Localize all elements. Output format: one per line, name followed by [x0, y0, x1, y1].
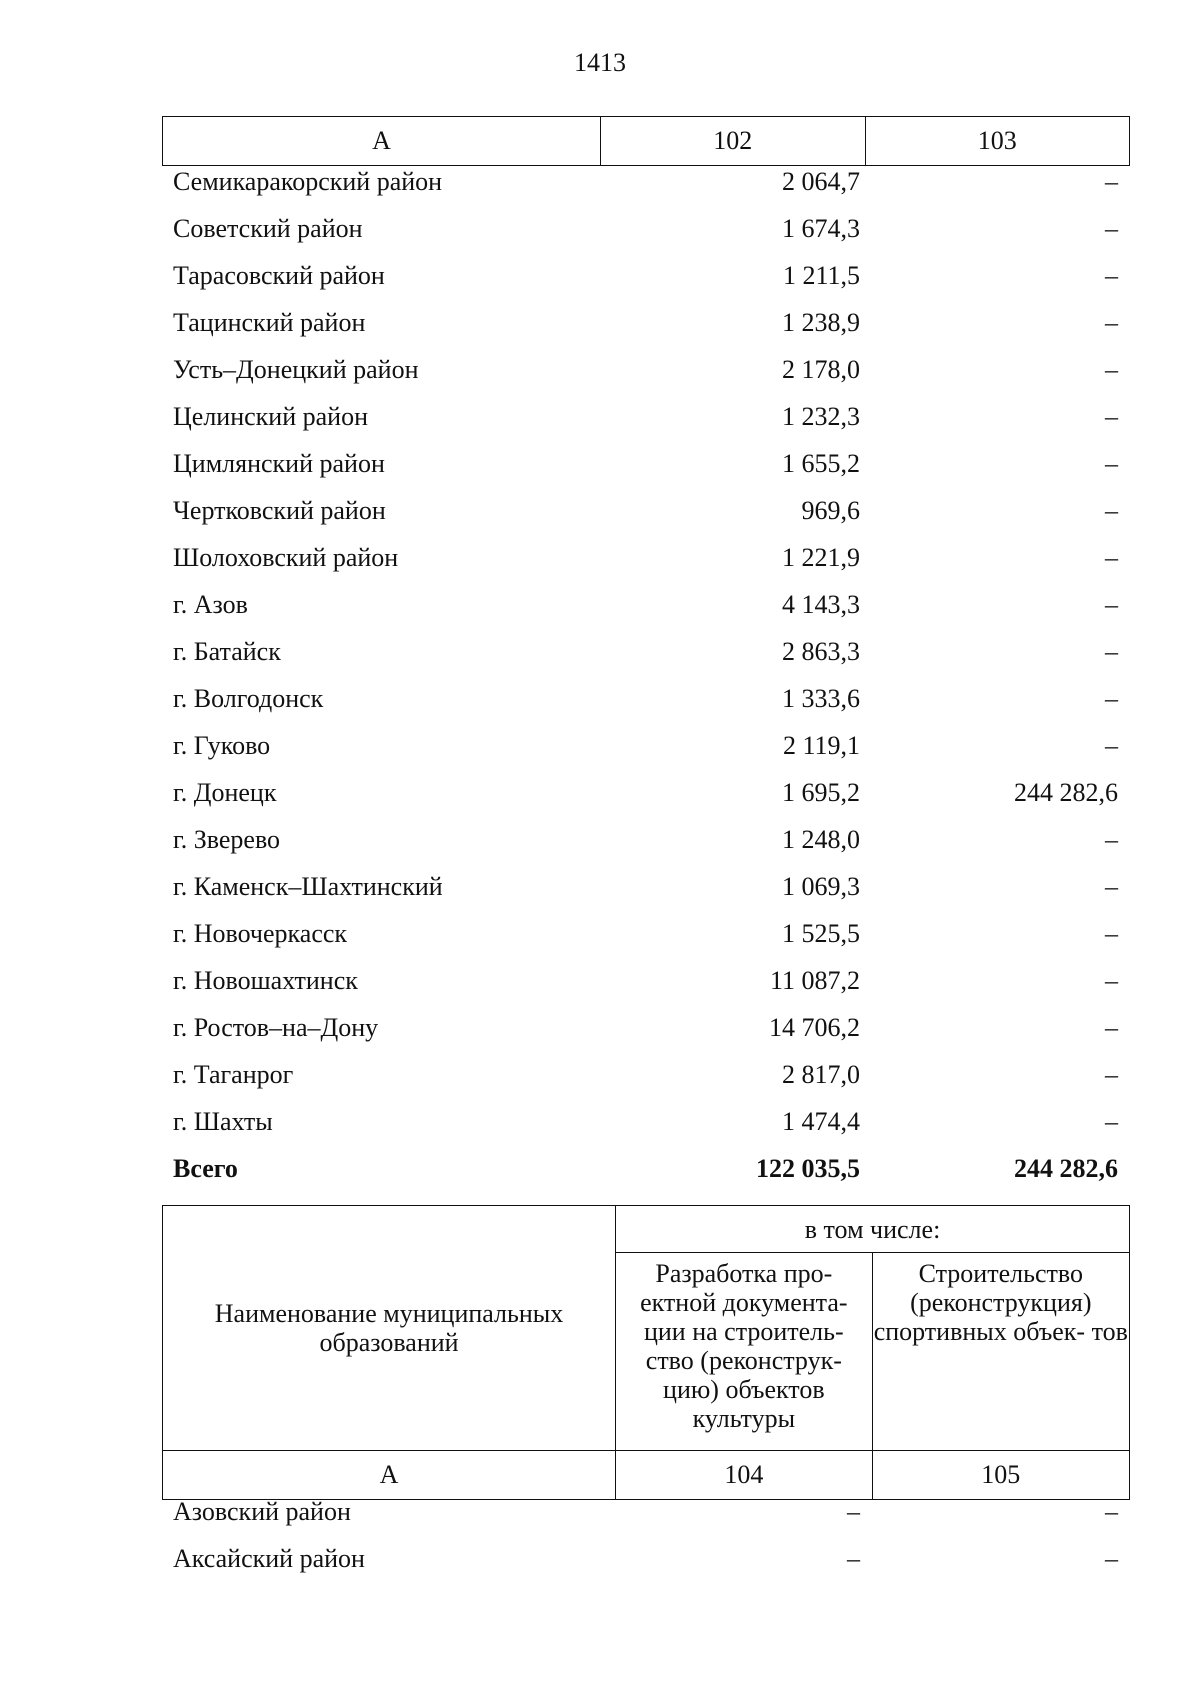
- table-row: [162, 163, 1130, 210]
- table-row: [162, 962, 1130, 1009]
- table2-number-a: А: [163, 1451, 616, 1500]
- table-row: [162, 304, 1130, 351]
- table2-group-header: в том числе:: [616, 1206, 1130, 1253]
- table-row: [162, 445, 1130, 492]
- row-name: Семикаракорский район: [173, 167, 443, 196]
- row-value: –: [1105, 449, 1118, 478]
- row-value: 1 238,9: [782, 308, 860, 337]
- table2-name-header: Наименование муниципальных образований: [163, 1206, 616, 1451]
- table-row: [162, 821, 1130, 868]
- row-value: –: [1105, 1107, 1118, 1136]
- row-name: г. Новочеркасск: [173, 919, 348, 948]
- table-row: [162, 727, 1130, 774]
- row-value: –: [1105, 543, 1118, 572]
- row-value: 1 211,5: [782, 261, 860, 290]
- row-name: г. Шахты: [173, 1107, 273, 1136]
- table-row: [162, 257, 1130, 304]
- row-value: –: [1105, 731, 1118, 760]
- row-value: –: [1105, 1497, 1118, 1526]
- row-name: Усть–Донецкий район: [173, 355, 419, 384]
- row-name: Советский район: [173, 214, 363, 243]
- table-row: [162, 633, 1130, 680]
- row-name: Тацинский район: [173, 308, 366, 337]
- row-value: –: [1105, 684, 1118, 713]
- row-value: 1 655,2: [782, 449, 860, 478]
- row-name: Тарасовский район: [173, 261, 385, 290]
- row-value: 969,6: [801, 496, 860, 525]
- row-value: 1 232,3: [782, 402, 860, 431]
- row-value: –: [1105, 261, 1118, 290]
- row-name: г. Каменск–Шахтинский: [173, 872, 443, 901]
- row-value: 1 333,6: [782, 684, 860, 713]
- table2-number-105: 105: [872, 1451, 1129, 1500]
- table2-col2-header: Строительство (реконструкция) спортивных объек- тов: [872, 1253, 1129, 1451]
- table-row: [162, 492, 1130, 539]
- row-name: г. Зверево: [173, 825, 281, 854]
- row-name: Цимлянский район: [173, 449, 385, 478]
- row-value: –: [1105, 308, 1118, 337]
- table2-header: [162, 1205, 1130, 1500]
- row-name: г. Батайск: [173, 637, 281, 666]
- row-value: 11 087,2: [769, 966, 860, 995]
- row-value: –: [1105, 1060, 1118, 1089]
- row-value: 4 143,3: [782, 590, 860, 619]
- row-value: 1 474,4: [782, 1107, 860, 1136]
- row-value: –: [1105, 966, 1118, 995]
- row-value: –: [847, 1497, 860, 1526]
- row-value: 1 221,9: [782, 543, 860, 572]
- table-row: [162, 1056, 1130, 1103]
- table-row: [162, 1540, 1130, 1587]
- table-row: [162, 915, 1130, 962]
- row-value: 1 069,3: [782, 872, 860, 901]
- table2-col1-header: Разработка про- ектной документа- ции на строитель- ство (реконструк- цию) объектов культуры: [616, 1253, 873, 1451]
- table-row: [162, 351, 1130, 398]
- table-row: [162, 1103, 1130, 1150]
- row-value: –: [1105, 637, 1118, 666]
- total-value: 244 282,6: [1014, 1154, 1118, 1183]
- row-value: –: [1105, 1544, 1118, 1573]
- table-row: [162, 1009, 1130, 1056]
- total-value: 122 035,5: [756, 1154, 860, 1183]
- table-row: [162, 868, 1130, 915]
- row-name: Азовский район: [173, 1497, 351, 1526]
- row-name: г. Новошахтинск: [173, 966, 358, 995]
- page-number: 1413: [574, 48, 626, 77]
- row-value: –: [1105, 355, 1118, 384]
- row-value: –: [847, 1544, 860, 1573]
- table2-body: [162, 1493, 1130, 1587]
- table-row: [162, 680, 1130, 727]
- row-value: –: [1105, 872, 1118, 901]
- row-value: –: [1105, 1013, 1118, 1042]
- row-value: 1 674,3: [782, 214, 860, 243]
- row-value: –: [1105, 402, 1118, 431]
- row-value: 2 119,1: [782, 731, 860, 760]
- row-name: г. Азов: [173, 590, 248, 619]
- row-value: 2 064,7: [782, 167, 860, 196]
- total-label: Всего: [173, 1154, 238, 1183]
- table-row: [162, 774, 1130, 821]
- table1-header: [162, 116, 1130, 166]
- row-value: 2 863,3: [782, 637, 860, 666]
- row-value: 1 248,0: [782, 825, 860, 854]
- row-value: –: [1105, 590, 1118, 619]
- row-value: –: [1105, 919, 1118, 948]
- row-value: 14 706,2: [769, 1013, 860, 1042]
- row-value: –: [1105, 167, 1118, 196]
- row-value: 2 178,0: [782, 355, 860, 384]
- table1-header-col-103: 103: [865, 117, 1130, 166]
- row-name: г. Ростов–на–Дону: [173, 1013, 379, 1042]
- row-name: Чертковский район: [173, 496, 386, 525]
- row-value: –: [1105, 825, 1118, 854]
- table1-body: [162, 163, 1130, 1197]
- row-value: 2 817,0: [782, 1060, 860, 1089]
- table-row: [162, 210, 1130, 257]
- row-value: 244 282,6: [1014, 778, 1118, 807]
- row-name: г. Таганрог: [173, 1060, 294, 1089]
- table-row: [162, 1493, 1130, 1540]
- row-value: –: [1105, 496, 1118, 525]
- row-value: 1 695,2: [782, 778, 860, 807]
- row-name: Шолоховский район: [173, 543, 399, 572]
- row-name: г. Донецк: [173, 778, 277, 807]
- row-value: 1 525,5: [782, 919, 860, 948]
- row-name: Целинский район: [173, 402, 368, 431]
- table1-header-col-102: 102: [601, 117, 865, 166]
- table-row: [162, 398, 1130, 445]
- row-name: г. Волгодонск: [173, 684, 324, 713]
- table-total-row: [162, 1150, 1130, 1197]
- row-value: –: [1105, 214, 1118, 243]
- table-row: [162, 586, 1130, 633]
- table1-header-col-a: А: [163, 117, 601, 166]
- row-name: г. Гуково: [173, 731, 271, 760]
- table-row: [162, 539, 1130, 586]
- table2-number-104: 104: [616, 1451, 873, 1500]
- row-name: Аксайский район: [173, 1544, 365, 1573]
